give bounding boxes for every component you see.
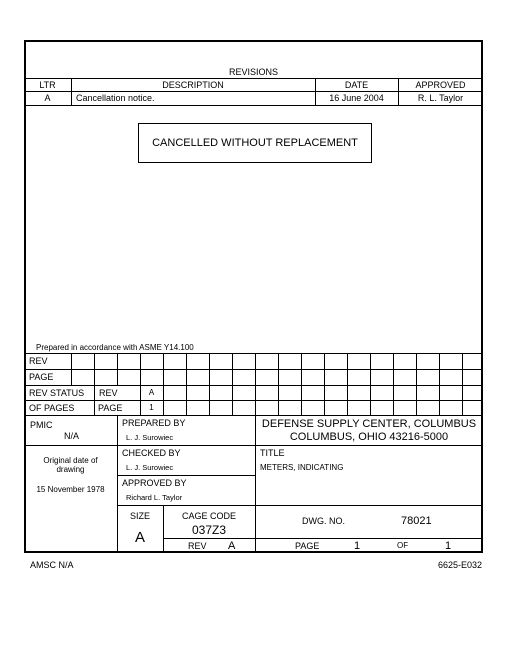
rule <box>163 538 483 539</box>
header-description: DESCRIPTION <box>162 80 224 90</box>
status-page-label: PAGE <box>98 403 123 413</box>
rule <box>347 353 348 415</box>
dwg-no-label: DWG. NO. <box>302 516 345 526</box>
of-label-bottom: OF <box>397 541 409 550</box>
revision-date: 16 June 2004 <box>329 93 384 103</box>
checked-by-value: L. J. Surowiec <box>126 463 174 472</box>
approved-by-label: APPROVED BY <box>122 478 187 488</box>
status-rev-value: A <box>148 388 155 397</box>
approved-by-value: Richard L. Taylor <box>126 493 183 502</box>
footer-amsc: AMSC N/A <box>30 560 74 570</box>
rule <box>117 475 255 476</box>
cancellation-notice-box <box>138 123 372 163</box>
standard-note: Prepared in accordance with ASME Y14.100 <box>36 343 194 352</box>
revisions-title: REVISIONS <box>228 67 278 77</box>
rule <box>24 385 483 386</box>
rule <box>232 353 233 415</box>
rule <box>24 353 483 354</box>
revision-ltr: A <box>44 93 51 103</box>
drawing-frame <box>24 40 483 553</box>
rule <box>416 353 417 415</box>
checked-by-label: CHECKED BY <box>122 448 181 458</box>
rule <box>163 353 164 415</box>
original-date-label: Original date of <box>43 456 98 465</box>
rev-label-bottom: REV <box>188 541 207 551</box>
cage-code-label: CAGE CODE <box>181 511 236 521</box>
rule <box>117 505 483 506</box>
rule <box>186 353 187 415</box>
rule <box>255 353 256 415</box>
title-value: METERS, INDICATING <box>260 463 344 472</box>
rule <box>94 353 95 415</box>
rule <box>117 353 118 385</box>
original-date-value: 15 November 1978 <box>36 485 105 494</box>
size-label: SIZE <box>129 511 150 521</box>
pmic-label: PMIC <box>30 420 53 430</box>
rule <box>24 91 483 92</box>
agency-address: COLUMBUS, OHIO 43216-5000 <box>289 431 449 443</box>
page-label-bottom: PAGE <box>295 541 320 551</box>
status-rev-label: REV <box>99 388 118 398</box>
rule <box>209 353 210 415</box>
rule <box>255 505 256 553</box>
rule <box>370 353 371 415</box>
prepared-by-label: PREPARED BY <box>122 418 186 428</box>
header-ltr: LTR <box>39 80 56 90</box>
rule <box>24 78 483 79</box>
rev-value-bottom: A <box>228 540 236 552</box>
of-pages-label: OF PAGES <box>29 403 75 413</box>
rule <box>439 353 440 415</box>
page-value-bottom: 1 <box>354 540 361 552</box>
rev-label: REV <box>29 356 48 366</box>
of-value-bottom: 1 <box>445 540 452 552</box>
revision-description: Cancellation notice. <box>76 93 155 103</box>
rule <box>301 353 302 415</box>
revision-approved: R. L. Taylor <box>417 93 464 103</box>
cancellation-notice-text: CANCELLED WITHOUT REPLACEMENT <box>152 137 358 149</box>
rule <box>324 353 325 415</box>
rule <box>24 369 483 370</box>
original-date-label-2: drawing <box>56 465 85 474</box>
size-value: A <box>134 529 145 546</box>
rule <box>117 445 483 446</box>
rule <box>462 353 463 415</box>
agency-name: DEFENSE SUPPLY CENTER, COLUMBUS <box>261 418 477 430</box>
pmic-value: N/A <box>64 431 80 441</box>
rule <box>71 353 72 385</box>
rule <box>393 353 394 415</box>
cage-code-value: 037Z3 <box>191 523 227 537</box>
rule <box>24 445 118 446</box>
status-page-value: 1 <box>149 403 154 412</box>
dwg-no-value: 78021 <box>401 515 432 527</box>
header-approved: APPROVED <box>415 80 466 90</box>
rev-status-label: REV STATUS <box>29 388 85 398</box>
title-label: TITLE <box>260 448 285 458</box>
footer-code: 6625-E032 <box>438 560 483 570</box>
page-label: PAGE <box>29 372 54 382</box>
header-date: DATE <box>344 80 369 90</box>
rule <box>24 400 483 401</box>
rule <box>24 415 483 416</box>
prepared-by-value: L. J. Surowiec <box>126 433 174 442</box>
rule <box>24 105 483 106</box>
rule <box>278 353 279 415</box>
